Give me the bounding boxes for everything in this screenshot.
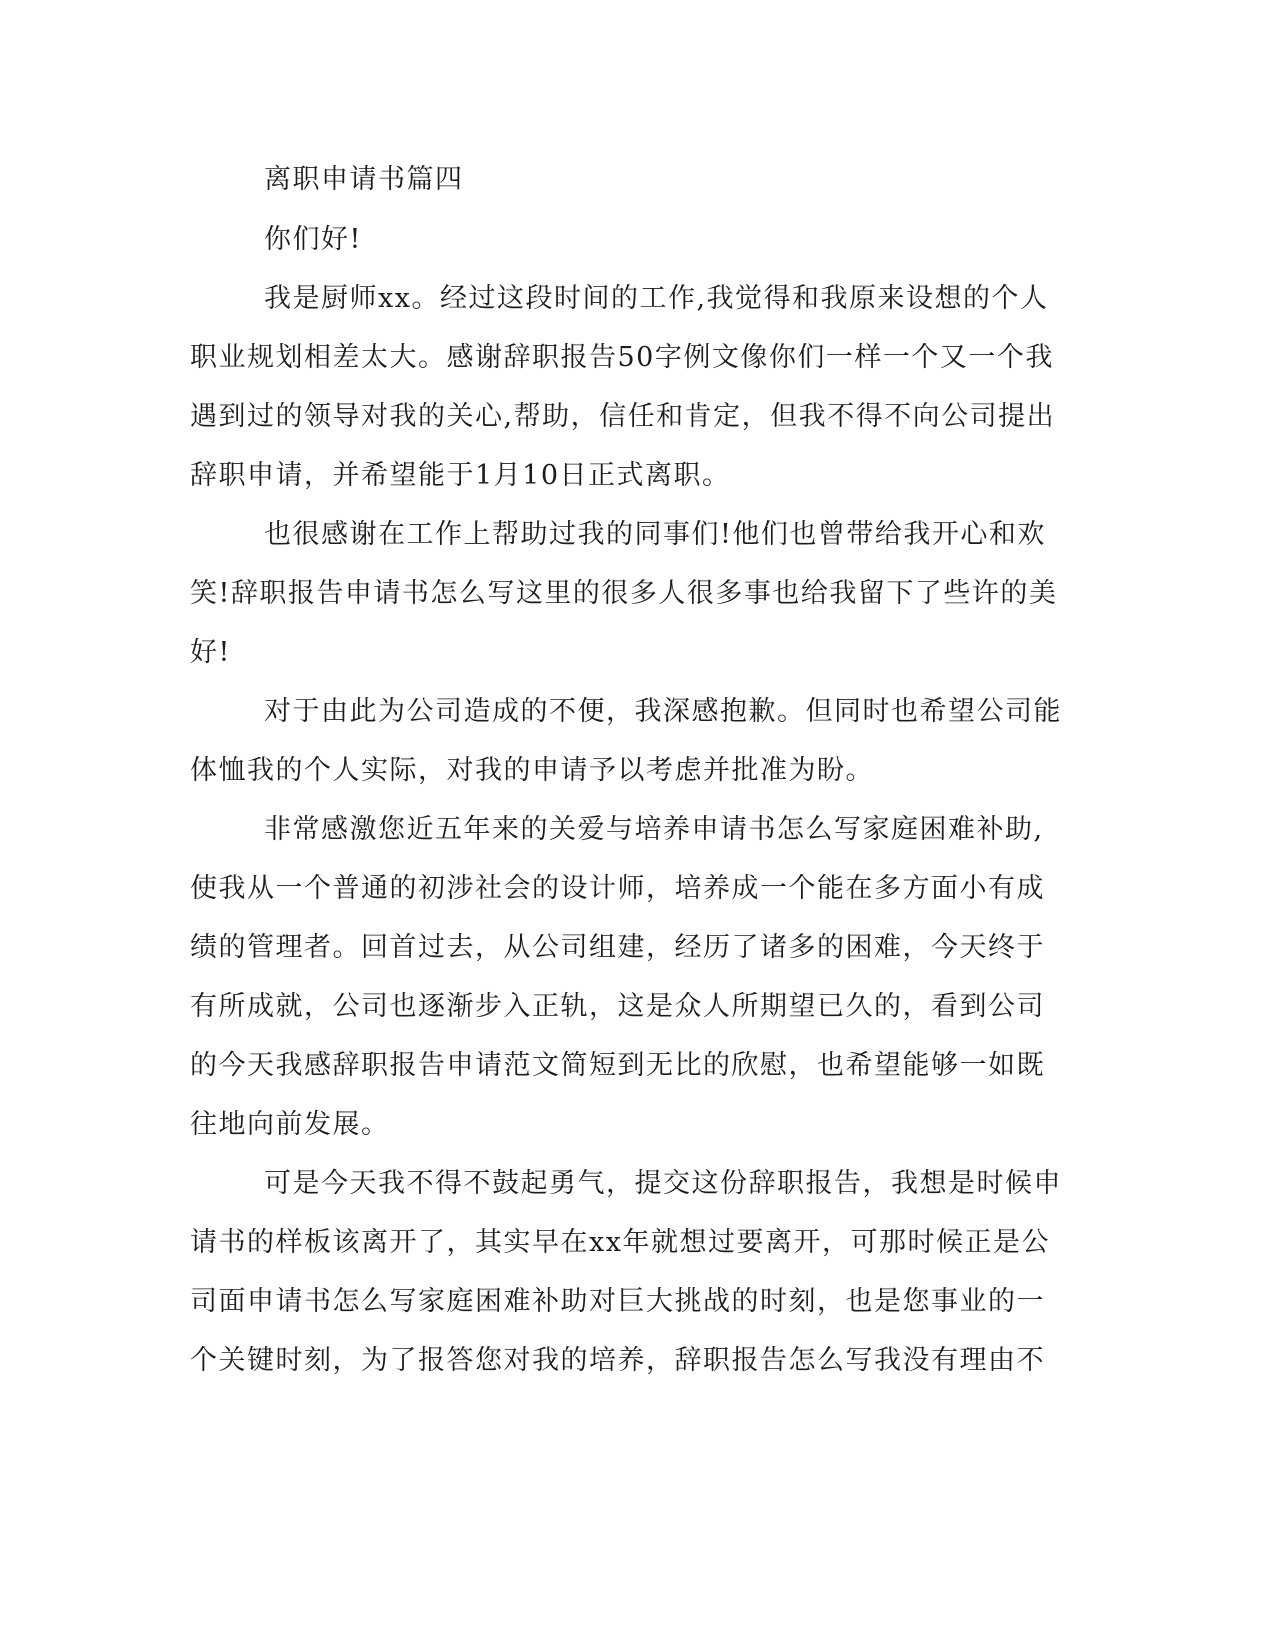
paragraph-line: 有所成就，公司也逐渐步入正轨，这是众人所期望已久的，看到公司 <box>190 991 1045 1022</box>
paragraph-line: 使我从一个普通的初涉社会的设计师，培养成一个能在多方面小有成 <box>190 873 1045 904</box>
paragraph-line: 可是今天我不得不鼓起勇气，提交这份辞职报告，我想是时候申 <box>264 1168 1062 1199</box>
paragraph-line: 非常感激您近五年来的关爱与培养申请书怎么写家庭困难补助, <box>264 814 1044 845</box>
paragraph-line: 对于由此为公司造成的不便，我深感抱歉。但同时也希望公司能 <box>264 696 1062 727</box>
paragraph-line: 好! <box>190 637 231 668</box>
paragraph-line: 的今天我感辞职报告申请范文简短到无比的欣慰，也希望能够一如既 <box>190 1050 1045 1081</box>
paragraph-line: 我是厨师xx。经过这段时间的工作,我觉得和我原来设想的个人 <box>264 283 1049 314</box>
document-title: 离职申请书篇四 <box>264 164 464 195</box>
paragraph-line: 绩的管理者。回首过去，从公司组建，经历了诸多的困难，今天终于 <box>190 932 1045 963</box>
paragraph-line: 职业规划相差太大。感谢辞职报告50字例文像你们一样一个又一个我 <box>190 342 1054 373</box>
paragraph-line: 个关键时刻，为了报答您对我的培养，辞职报告怎么写我没有理由不 <box>190 1345 1045 1376</box>
paragraph-line: 遇到过的领导对我的关心,帮助，信任和肯定，但我不得不向公司提出 <box>190 401 1056 432</box>
paragraph-line: 请书的样板该离开了，其实早在xx年就想过要离开，可那时候正是公 <box>190 1227 1050 1258</box>
paragraph-line: 也很感谢在工作上帮助过我的同事们!他们也曾带给我开心和欢 <box>264 519 1046 550</box>
paragraph-line: 笑!辞职报告申请书怎么写这里的很多人很多事也给我留下了些许的美 <box>190 578 1058 609</box>
paragraph-line: 往地向前发展。 <box>190 1109 390 1140</box>
paragraph-line: 体恤我的个人实际，对我的申请予以考虑并批准为盼。 <box>190 755 874 786</box>
paragraph-line: 辞职申请，并希望能于1月10日正式离职。 <box>190 460 731 491</box>
paragraph-line: 司面申请书怎么写家庭困难补助对巨大挑战的时刻，也是您事业的一 <box>190 1286 1045 1317</box>
greeting: 你们好! <box>264 224 362 255</box>
